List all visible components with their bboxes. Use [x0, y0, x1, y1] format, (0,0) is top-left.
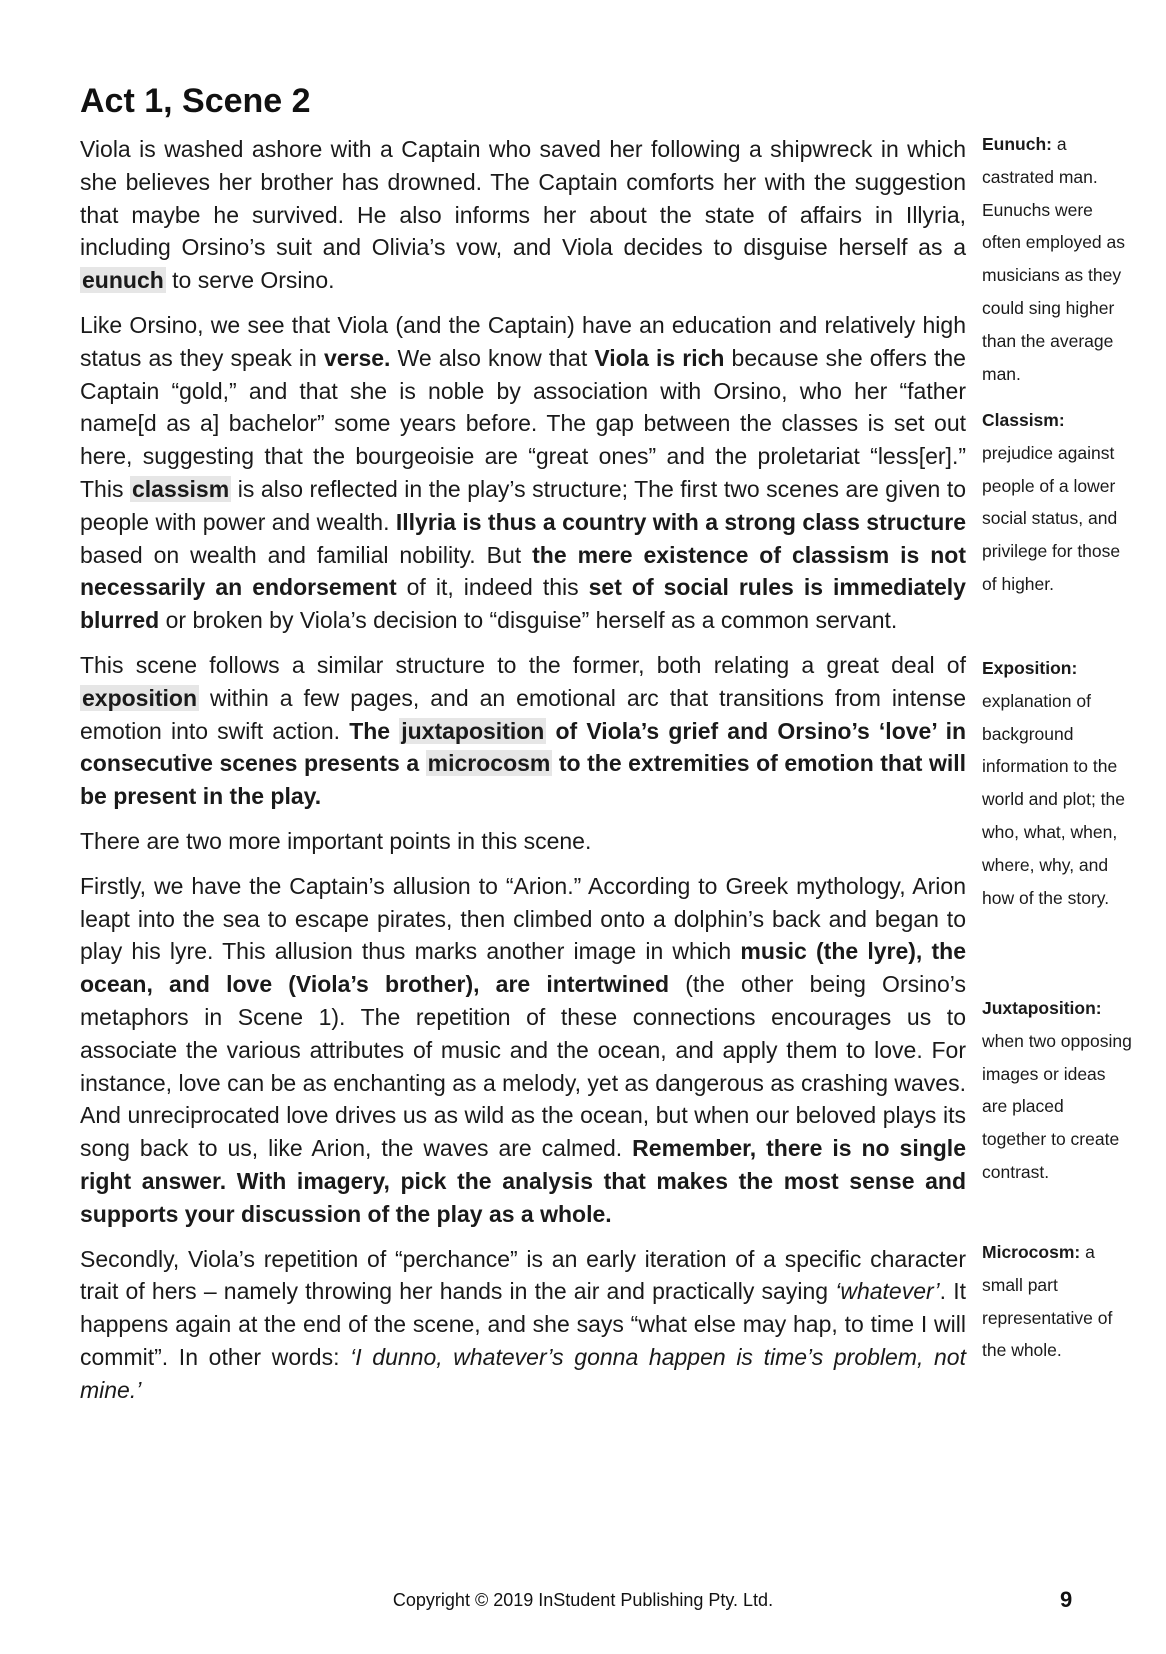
glossary-entry-eunuch	[982, 128, 1132, 390]
bold-text: music (the lyre), the ocean, and love (Viola’s brother), are intertwined	[80, 938, 966, 998]
italic-text: ‘whatever’	[835, 1278, 940, 1305]
text-run: (the other being Orsino’s metaphors in Scene 1). The repetition of these connections encourages us to associate the various attributes of music and the ocean, and apply them to love. For instance, love can be as enchanting as a melody, yet as dangerous as crashing waves. And unreciprocated love drives us as wild as the ocean, but when our beloved plays its song back to us, like Arion, the waves are calmed.	[80, 971, 966, 1162]
bold-text: Viola is rich	[594, 344, 725, 371]
highlighted-term: juxtaposition	[401, 717, 545, 744]
glossary-entry-juxtaposition	[982, 992, 1132, 1189]
glossary-term: Classism:	[982, 410, 1065, 430]
glossary-definition: explanation of background information to the world and plot; the who, what, when, where, why, and how of the story.	[982, 690, 1126, 908]
paragraph	[80, 649, 966, 813]
highlighted-term: exposition	[82, 684, 198, 711]
bold-text: to the extremities of emotion that will be present in the play.	[80, 750, 967, 810]
glossary-term: Juxtaposition:	[982, 998, 1102, 1018]
glossary-entry-classism	[982, 404, 1132, 601]
page-title: Act 1, Scene 2	[80, 82, 311, 120]
bold-text: set of social rules is immediately blurred	[80, 574, 966, 634]
text-run: within a few pages, and an emotional arc that transitions from intense emotion into swift action.	[80, 684, 966, 744]
paragraph	[80, 309, 966, 637]
text-run: is also reflected in the play’s structure; The first two scenes are given to people with power and wealth.	[80, 475, 966, 535]
bold-text: Illyria is thus a country with a strong class structure	[395, 508, 966, 535]
glossary-definition: when two opposing images or ideas are placed together to create contrast.	[982, 1030, 1132, 1182]
highlighted-term: eunuch	[82, 267, 164, 294]
text-run: This scene follows a similar structure to the former, both relating a great deal of	[80, 651, 966, 678]
highlighted-term: classism	[131, 475, 230, 502]
glossary-definition: a small part representative of the whole.	[982, 1242, 1113, 1361]
glossary-term: Microcosm:	[982, 1242, 1081, 1262]
page-number: 9	[1060, 1587, 1073, 1612]
paragraph	[80, 825, 966, 858]
main-text	[80, 133, 966, 1418]
text-run: There are two more important points in this scene.	[80, 827, 592, 854]
text-run: Like Orsino, we see that Viola (and the Captain) have an education and relatively high status as they speak in	[80, 311, 966, 371]
bold-text: of Viola’s grief and Orsino’s ‘love’ in consecutive scenes presents a	[80, 717, 967, 777]
text-run: Secondly, Viola’s repetition of “perchance” is an early iteration of a specific character trait of hers – namely throwing her hands in the air and practically saying	[80, 1245, 966, 1305]
copyright-notice: Copyright © 2019 InStudent Publishing Pty. Ltd.	[392, 1590, 774, 1610]
paragraph	[80, 870, 966, 1231]
text-run: based on wealth and familial nobility. But	[80, 541, 533, 568]
paragraph	[80, 1243, 966, 1407]
highlighted-term: microcosm	[427, 750, 551, 777]
glossary-term: Exposition:	[982, 658, 1078, 678]
glossary-entry-microcosm	[982, 1236, 1132, 1367]
glossary-definition: a castrated man. Eunuchs were often employed as musicians as they could sing higher than the average man.	[982, 134, 1126, 384]
text-run: Firstly, we have the Captain’s allusion to “Arion.” According to Greek mythology, Arion leapt into the sea to escape pirates, then climbed onto a dolphin’s back and began to play his lyre. This allusion thus marks another image in which	[80, 872, 966, 965]
bold-text: the mere existence of classism is not necessarily an endorsement	[80, 541, 966, 601]
italic-text: ‘I dunno, whatever’s gonna happen is time’s problem, not mine.’	[80, 1343, 966, 1403]
glossary-term: Eunuch:	[982, 134, 1052, 154]
text-run: of it, indeed this	[396, 574, 589, 601]
bold-text: verse.	[323, 344, 391, 371]
glossary-entry-exposition	[982, 652, 1132, 914]
text-run: Viola is washed ashore with a Captain who saved her following a shipwreck in which she believes her brother has drowned. The Captain comforts her with the suggestion that maybe he survived. He also informs her about the state of affairs in Illyria, including Orsino’s suit and Olivia’s vow, and Viola decides to disguise herself as a	[80, 136, 966, 261]
paragraph	[80, 133, 966, 297]
glossary-definition: prejudice against people of a lower social status, and privilege for those of higher.	[982, 442, 1121, 594]
bold-text: The	[349, 717, 400, 744]
text-run: We also know that	[390, 344, 595, 371]
text-run: or broken by Viola’s decision to “disguise” herself as a common servant.	[159, 607, 898, 634]
text-run: because she offers the Captain “gold,” and that she is noble by association with Orsino, who her “father name[d as a] bachelor” some years before. The gap between the classes is set out here, suggesting that the bourgeoisie are “great ones” and the proletariat “less[er].” This	[80, 344, 966, 502]
text-run: . It happens again at the end of the scene, and she says “what else may hap, to time I will commit”. In other words:	[80, 1278, 966, 1370]
bold-text: Remember, there is no single right answer. With imagery, pick the analysis that makes the most sense and supports your discussion of the play as a whole.	[80, 1135, 966, 1227]
text-run: to serve Orsino.	[165, 267, 335, 294]
